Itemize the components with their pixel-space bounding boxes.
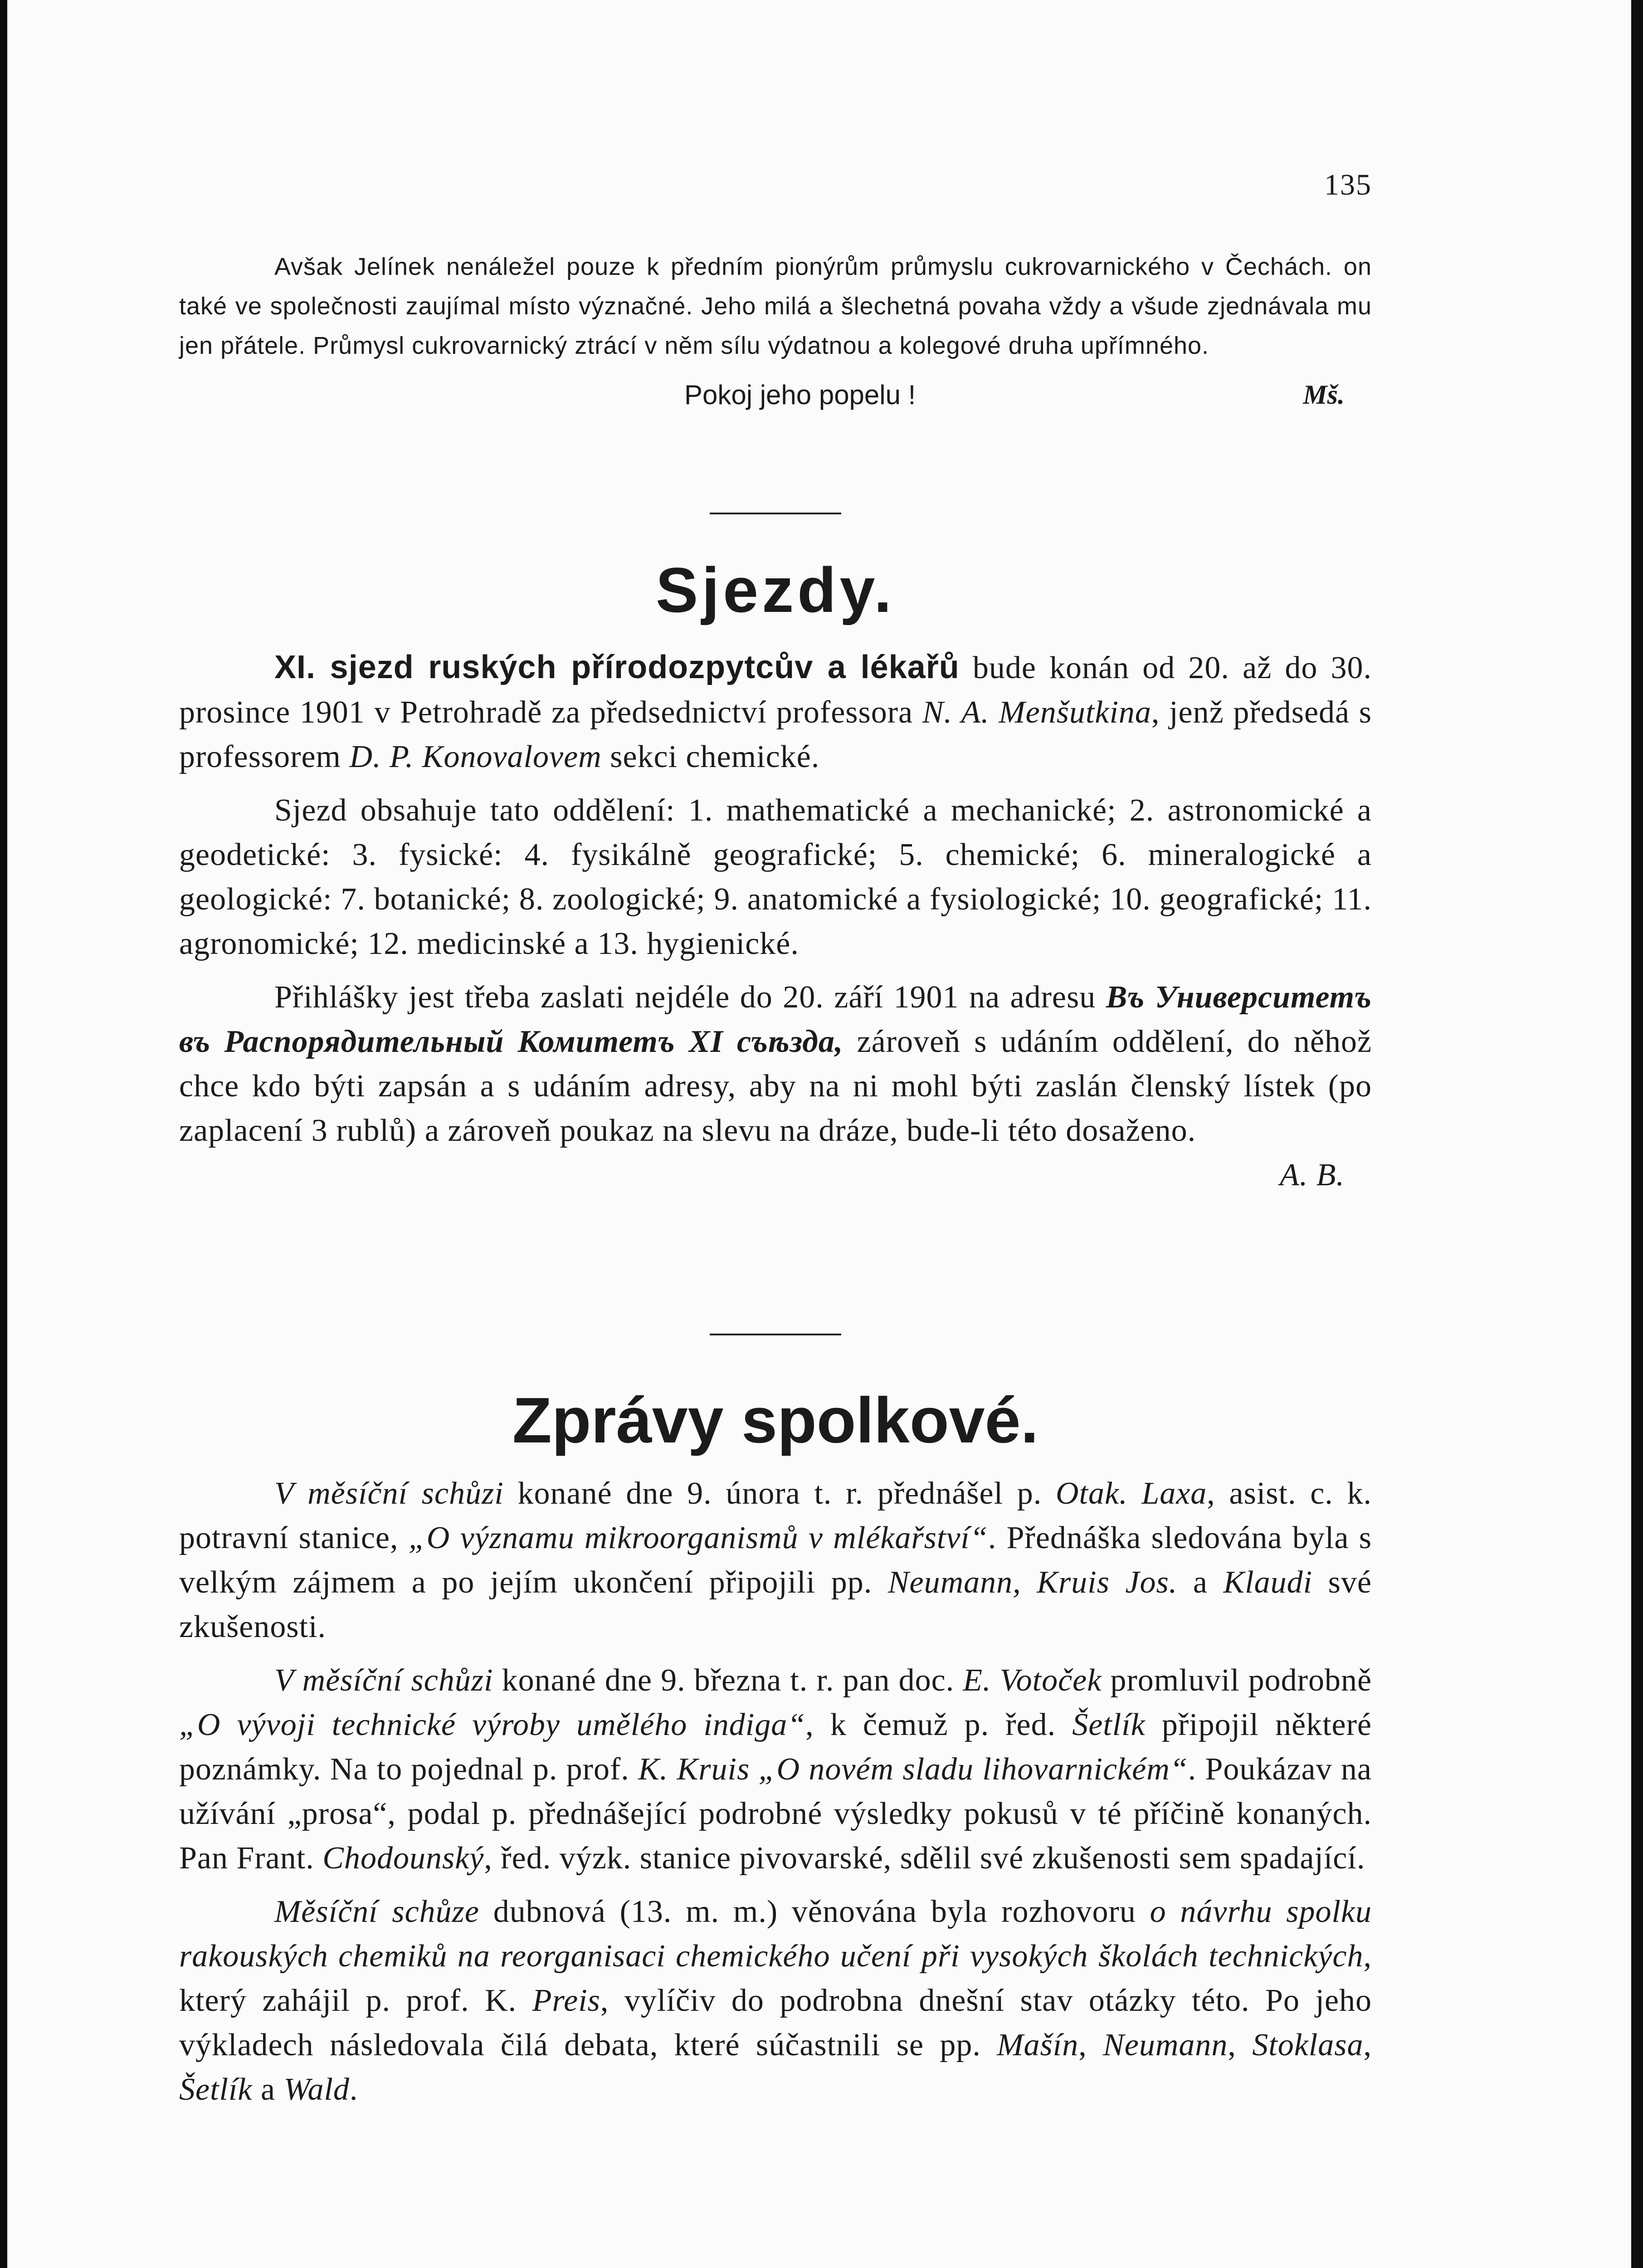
z1-d: , asist. c. k. potravní stanice, (179, 1476, 1372, 1555)
section-divider-2 (710, 1334, 841, 1335)
z2-h: připojil některé poznámky. Na to pojednal p. prof. (179, 1707, 1372, 1787)
sjezdy-paragraph-3 (179, 975, 1372, 1193)
sjezdy-section (179, 553, 1372, 1198)
z1-g: Neumann, Kruis Jos. (887, 1565, 1178, 1600)
rule-2-wrap (179, 1334, 1372, 1335)
z3-a: Měsíční schůze (274, 1894, 479, 1929)
z3-h: , (1078, 2028, 1103, 2063)
sjezdy-heading: Sjezdy. (655, 554, 896, 626)
z1-h: a (1177, 1565, 1224, 1600)
z2-e: „O vývoji technické výroby umělého indiga“ (179, 1707, 806, 1742)
obituary-text: Avšak Jelínek nenáležel pouze k předním pionýrům průmyslu cukrovarnického v Čechách. on také ve společnosti zaujímal místo význačné. Jeho milá a šlechetná povaha vždy a všude zjednávala mu jen přátele. Průmysl cukrovarnický ztrácí v něm sílu výdatnou a kolegové druha upřímného. (179, 253, 1372, 359)
obituary-section (179, 247, 1372, 411)
name-konovalov: D. P. Konovalovem (349, 739, 602, 774)
z2-g: Šetlík (1072, 1707, 1146, 1742)
sjezdy-p3-text-1: Přihlášky jest třeba zaslati nejdéle do 20. září 1901 na adresu (274, 980, 1106, 1015)
z3-p: . (349, 2072, 358, 2107)
z2-m: Chodounský (322, 1841, 484, 1876)
z3-n: a (252, 2072, 284, 2107)
z3-f: , vylíčiv do podrobna dnešní stav otázky této. Po jeho výkladech následovala čilá debata, které súčastnili se pp. (179, 1983, 1372, 2063)
z3-e: Preis (532, 1983, 600, 2018)
z3-j: , (1228, 2028, 1253, 2063)
sjezdy-paragraph-1 (179, 645, 1372, 779)
z2-l: . Poukázav na užívání „prosa“, podal p. přednášející podrobné výsledky pokusů v té příčině konaných. Pan Frant. (179, 1752, 1372, 1876)
congress-title: XI. sjezd ruských přírodozpytcův a lékařů (274, 649, 960, 685)
z3-d: , který zahájil p. prof. K. (179, 1939, 1372, 2018)
zpravy-paragraph-1 (179, 1471, 1372, 1649)
z3-g: Mašín (997, 2028, 1079, 2063)
sjezdy-p3-text-2: zároveň s udáním oddělení, do něhož chce kdo býti zapsán a s udáním adresy, aby na ni mohl býti zaslán členský lístek (po zaplacení 3 rublů) a zároveň poukaz na slevu na dráze, bude-li této dosaženo. (179, 1024, 1372, 1148)
z3-c: o návrhu spolku rakouských chemiků na reorganisaci chemického učení při vysokých školách technických (179, 1894, 1372, 1974)
zpravy-section (179, 1383, 1372, 2112)
page-number: 135 (1324, 168, 1372, 201)
obituary-signature: Mš. (1303, 380, 1345, 410)
sjezdy-p1-text-3: sekci chemické. (601, 739, 820, 774)
z2-d: promluvil podrobně (1102, 1663, 1372, 1698)
z1-b: konané dne 9. února t. r. přednášel p. (503, 1476, 1056, 1511)
zpravy-heading: Zprávy spolkové. (512, 1384, 1039, 1457)
obituary-closing-line (179, 379, 1372, 411)
name-mensutkin: N. A. Menšutkina (922, 695, 1151, 730)
z1-e: „O významu mikroorganismů v mlékařství“ (408, 1520, 988, 1555)
sjezdy-p1-text-1: bude konán od 20. až do 30. prosince 1901 v Petrohradě za předsednictví professora (179, 650, 1372, 730)
sjezdy-paragraph-2: Sjezd obsahuje tato oddělení: 1. mathematické a mechanické; 2. astronomické a geodetické: 3. fysické: 4. fysikálně geografické; 5. chemické; 6. mineralogické a geologické: 7. botanické; 8. zoologické; 9. anatomické a fysiologické; 10. geografické; 11. agronomické; 12. medicinské a 13. hygienické. (179, 793, 1372, 961)
z2-k: „O novém sladu lihovarnickém“ (758, 1752, 1188, 1787)
russian-address: Въ Университетъ въ Распорядительный Комитетъ XI съѣзда, (179, 980, 1372, 1059)
z2-a: V měsíční schůzi (274, 1663, 493, 1698)
z2-c: E. Votoček (963, 1663, 1102, 1698)
z2-f: , k čemuž p. řed. (805, 1707, 1073, 1742)
z1-j: své zkušenosti. (179, 1565, 1372, 1644)
z1-a: V měsíční schůzi (274, 1476, 504, 1511)
zpravy-paragraph-3 (179, 1890, 1372, 2112)
sjezdy-p1-text-2: , jenž předsedá s professorem (179, 695, 1372, 774)
zpravy-paragraph-2 (179, 1658, 1372, 1881)
z2-b: konané dne 9. března t. r. pan doc. (493, 1663, 963, 1698)
z3-b: dubnová (13. m. m.) věnována byla rozhovoru (479, 1894, 1150, 1929)
z3-i: Neumann (1103, 2028, 1228, 2063)
z2-i: K. Kruis (638, 1752, 750, 1787)
z3-m: Šetlík (179, 2072, 253, 2107)
z2-j (750, 1752, 758, 1787)
sjezdy-signature: A. B. (1279, 1158, 1345, 1193)
scan-border-left (0, 0, 7, 2268)
z1-f: . Přednáška sledována byla s velkým zájmem a po jejím ukončení připojili pp. (179, 1520, 1372, 1600)
z3-k: Stoklasa (1252, 2028, 1364, 2063)
scan-border-right (1631, 0, 1643, 2268)
rule-1-wrap (179, 513, 1372, 514)
z3-o: Wald (283, 2072, 350, 2107)
section-divider (710, 513, 841, 514)
z3-l: , (1363, 2028, 1372, 2063)
z1-i: Klaudi (1223, 1565, 1313, 1600)
z2-n: , řed. výzk. stanice pivovarské, sdělil své zkušenosti sem spadající. (484, 1841, 1365, 1876)
z1-c: Otak. Laxa (1056, 1476, 1207, 1511)
obituary-closing: Pokoj jeho popelu ! (684, 380, 916, 410)
